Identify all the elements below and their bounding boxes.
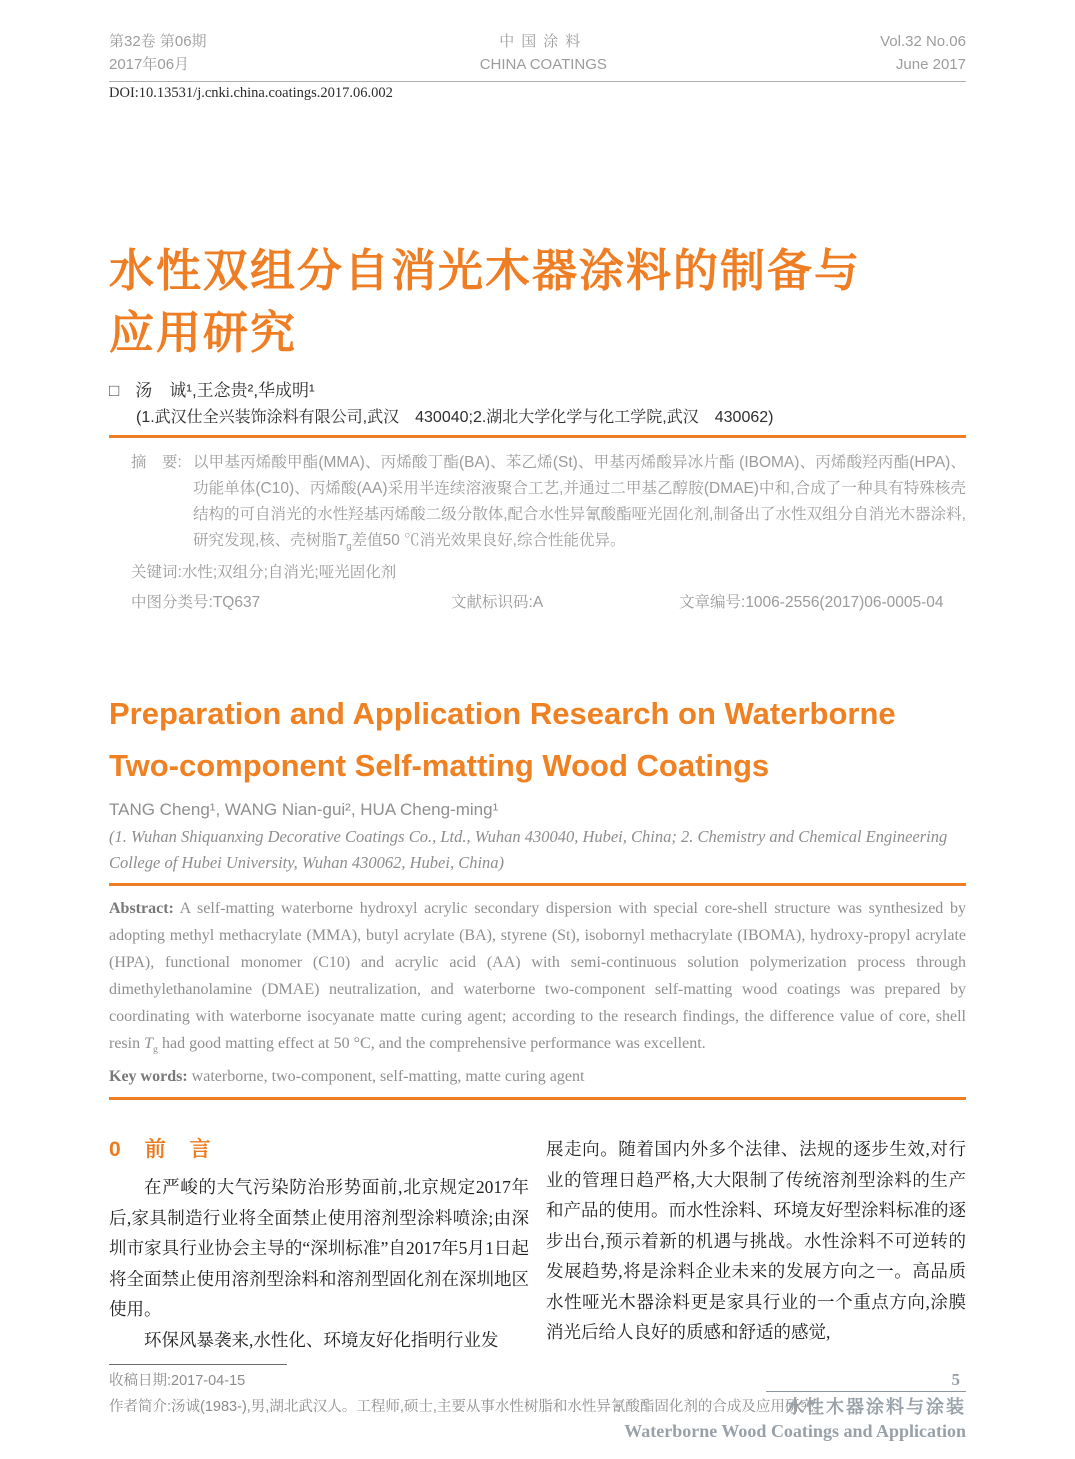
abstract-en — [109, 895, 966, 1063]
abstract-cn-label: 摘 要: — [131, 454, 182, 471]
journal-title-cn: 中国涂料 — [499, 33, 588, 50]
abstract-cn-text-part2: 差值50 ℃消光效果良好,综合性能优异。 — [351, 532, 626, 549]
tg-sub-cn: g — [346, 541, 352, 553]
authors-en: TANG Cheng¹, WANG Nian-gui², HUA Cheng-ming¹ — [109, 800, 499, 820]
column-title-cn: 水性木器涂料与涂装 — [786, 1397, 966, 1417]
clc-label: 中图分类号: — [131, 594, 213, 612]
divider-orange-top — [109, 435, 966, 438]
keywords-cn — [109, 560, 966, 586]
received-date-label: 收稿日期: — [109, 1373, 172, 1390]
authors-cn — [109, 376, 966, 401]
author-bio-value: 汤诚(1983-),男,湖北武汉人。工程师,硕士,主要从事水性树脂和水性异氰酸酯固化剂的合成及应用研究。 — [171, 1399, 829, 1416]
received-date-value: 2017-04-15 — [171, 1373, 246, 1390]
volume-issue-cn: 第32卷 第06期 — [109, 33, 207, 50]
article-no-value: 1006-2556(2017)06-0005-04 — [745, 594, 944, 612]
section-title: 前言 — [144, 1138, 235, 1162]
body-columns — [109, 1134, 966, 1355]
article-number — [679, 590, 944, 616]
author-bio-label: 作者简介: — [109, 1399, 172, 1416]
footnote-divider — [109, 1364, 287, 1365]
article-title-en — [109, 688, 966, 792]
keywords-en-label: Key words: — [109, 1068, 188, 1086]
header-center — [480, 30, 607, 76]
article-title-en-line2: Two-component Self-matting Wood Coatings — [109, 748, 770, 784]
divider-orange-middle — [109, 883, 966, 886]
paragraph: 环保风暴袭来,水性化、环境友好化指明行业发 — [144, 1329, 499, 1350]
column-title-en: Waterborne Wood Coatings and Application — [624, 1421, 966, 1441]
affiliation-en: (1. Wuhan Shiquanxing Decorative Coatings Co., Ltd., Wuhan 430040, Hubei, China; 2. Chemistry and Chemical Engineering College of Hubei University, Wuhan 430062, Hubei, China) — [109, 827, 948, 873]
divider-orange-bottom — [109, 1097, 966, 1100]
abstract-en-label: Abstract: — [109, 900, 174, 918]
date-cn: 2017年06月 — [109, 56, 190, 73]
clc-value: TQ637 — [212, 594, 261, 612]
abstract-en-text-part1: A self-matting waterborne hydroxyl acrylic secondary dispersion with special core-shell structure was synthesized by adopting methyl methacrylate (MMA), butyl acrylate (BA), styrene (St), isobornyl methacrylate (IBOMA), hydroxy-propyl acrylate (HPA), functional monomer (C10) and acrylic acid (AA) with semi-continuous solution polymerization process through dimethylethanolamine (DMAE) neutralization, and waterborne two-component self-matting wood coatings was prepared by coordinating with waterborne isocyanate matte curing agent; according to the research findings, the difference value of core, shell resin — [109, 900, 966, 1053]
abstract-en-text-part2: had good matting effect at 50 °C, and the comprehensive performance was excellent. — [157, 1035, 706, 1053]
abstract-cn-text — [193, 450, 966, 560]
page-footer — [624, 1370, 966, 1443]
abstract-cn-text-part1: 以甲基丙烯酸甲酯(MMA)、丙烯酸丁酯(BA)、苯乙烯(St)、甲基丙烯酸异冰片酯 (IBOMA)、丙烯酸羟丙酯(HPA)、功能单体(C10)、丙烯酸(AA)采用半连续溶液聚合工艺,并通过二甲基乙醇胺(DMAE)中和,合成了一种具有特殊核壳结构的可自消光的水性羟基丙烯酸二级分散体,配合水性异氰酸酯哑光固化剂,制备出了水性双组分自消光木器涂料,研究发现,核、壳树脂 — [193, 454, 966, 549]
keywords-cn-text: 水性;双组分;自消光;哑光固化剂 — [181, 564, 397, 582]
classification-row — [109, 590, 966, 616]
doi-line: DOI:10.13531/j.cnki.china.coatings.2017.06.002 — [109, 85, 393, 101]
body-column-right — [546, 1134, 966, 1355]
article-title-cn — [109, 240, 966, 364]
keywords-en-text: waterborne, two-component, self-matting, matte curing agent — [187, 1068, 585, 1086]
doc-code-label: 文献标识码: — [451, 594, 533, 612]
document-code — [451, 590, 679, 616]
tg-symbol-cn: T — [336, 532, 347, 549]
body-column-left — [109, 1134, 529, 1355]
paragraph: 在严峻的大气污染防治形势面前,北京规定2017年后,家具制造行业将全面禁止使用溶剂型涂料喷涂;由深圳市家具行业协会主导的“深圳标准”自2017年5月1日起将全面禁止使用溶剂型涂料和溶剂型固化剂在深圳地区使用。 — [109, 1177, 529, 1320]
footer-divider — [766, 1391, 966, 1392]
author-marker-icon: □ — [109, 381, 120, 400]
abstract-cn — [109, 450, 966, 560]
article-no-label: 文章编号: — [679, 594, 746, 612]
section-number: 0 — [109, 1138, 121, 1162]
article-title-cn-line1: 水性双组分自消光木器涂料的制备与 — [109, 245, 862, 296]
paragraph: 展走向。随着国内外多个法律、法规的逐步生效,对行业的管理日趋严格,大大限制了传统溶剂型涂料的生产和产品的使用。而水性涂料、环境友好型涂料标准的逐步出台,预示着新的机遇与挑战。水性涂料不可逆转的发展趋势,将是涂料企业未来的发展方向之一。高品质水性哑光木器涂料更是家具行业的一个重点方向,涂膜消光后给人良好的质感和舒适的感觉, — [546, 1139, 966, 1343]
affiliation-cn: (1.武汉仕全兴装饰涂料有限公司,武汉 430040;2.湖北大学化学与化工学院,武汉 430062) — [136, 409, 774, 426]
article-title-en-line1: Preparation and Application Research on Waterborne — [109, 696, 896, 732]
journal-title-en: CHINA COATINGS — [479, 56, 607, 73]
tg-sub-en: g — [153, 1044, 158, 1056]
keywords-en — [109, 1063, 966, 1090]
header-left — [109, 30, 207, 76]
keywords-cn-label: 关键词: — [131, 564, 182, 582]
authors-cn-names: 汤 诚¹,王念贵²,华成明¹ — [135, 381, 315, 400]
journal-header — [109, 30, 966, 82]
date-en: June 2017 — [895, 56, 966, 73]
section-heading-intro — [109, 1136, 529, 1164]
article-title-cn-line2: 应用研究 — [109, 307, 298, 358]
tg-symbol-en: T — [144, 1035, 154, 1053]
page-number: 5 — [951, 1370, 960, 1389]
doc-code-value: A — [532, 594, 544, 612]
clc-number — [131, 590, 451, 616]
header-right — [880, 30, 966, 76]
volume-issue-en: Vol.32 No.06 — [880, 33, 966, 50]
